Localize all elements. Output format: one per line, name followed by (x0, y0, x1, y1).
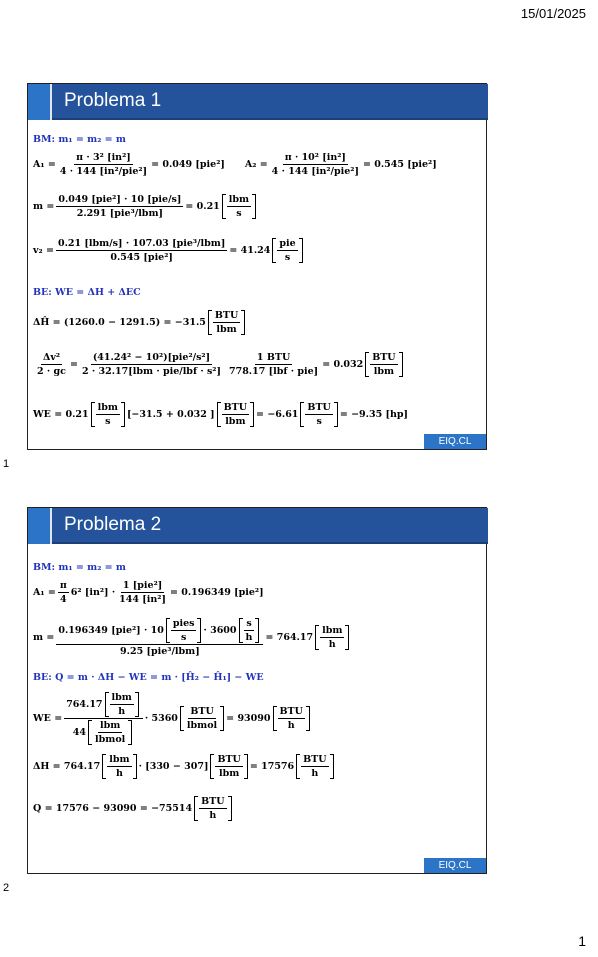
area-equation: A₁ = $\frac{\pi}{4}$ 6² [in²] · 1 [pie²] 144 [in²] = 0.196349 [pie²] (33, 580, 264, 605)
enthalpy-equation: ΔH = 764.17 lbm h · [330 − 307] BTU lbm = 17576 BTU h (33, 754, 336, 779)
work-equation: WE = 764.17 lbm h 44 lbm lbmol · 5360 BTU lbmol = 93090 BTU h (33, 692, 312, 745)
slide-title-bar (28, 508, 488, 544)
slide-2 (27, 507, 487, 874)
slide-title: Problema 2 (52, 508, 488, 544)
page-number: 1 (578, 933, 586, 949)
mass-flow-equation: m = 0.049 [pie²] · 10 [pie/s] 2.291 [pie³/lbm] = 0.21 lbm s (33, 194, 258, 219)
slide-number: 2 (3, 882, 10, 894)
slide-number: 1 (3, 458, 10, 470)
header-date: 15/01/2025 (520, 6, 586, 21)
work-equation: WE = 0.21 lbm s [−31.5 + 0.032 ] BTU lbm = −6.61 BTU s = −9.35 [hp] (33, 402, 409, 427)
enthalpy-change-equation: ΔĤ = (1260.0 − 1291.5) = −31.5 BTU lbm (33, 310, 247, 335)
energy-balance-line: BE: Q = m · ΔH − WE = m · [Ĥ₂ − Ĥ₁] − WE (33, 672, 264, 683)
slide-footer-badge: EIQ.CL (424, 858, 486, 873)
slide-title: Problema 1 (52, 84, 488, 120)
slide-title-bar (28, 84, 488, 120)
velocity-equation: v₂ = 0.21 [lbm/s] · 107.03 [pie³/lbm] 0.545 [pie²] = 41.24 pie s (33, 238, 305, 263)
heat-equation: Q = 17576 − 93090 = −75514 BTU h (33, 796, 234, 821)
a2-fraction: π · 10² [in²] 4 · 144 [in²/pie²] (271, 152, 359, 177)
mass-flow-equation: m = 0.196349 [pie²] · 10 pies s · 3600 s h 9.25 [pie³/lbm] = 764.17 lbm h (33, 618, 351, 657)
title-accent (28, 508, 50, 544)
title-accent (28, 84, 50, 120)
kinetic-energy-equation: $\frac{\text{Δv²}}{2 \cdot gc}$ = (41.24² − 10²)[pie²/s²] 2 · 32.17[lbm · pie/lbf · s²] 1 BTU 778.17 [lbf · pie] = 0.032 BTU lbm (33, 352, 405, 377)
mass-balance-line: BM: m₁ = m₂ = m (33, 134, 126, 145)
slide-1 (27, 83, 487, 450)
mass-balance-line: BM: m₁ = m₂ = m (33, 562, 126, 573)
slide-footer-badge: EIQ.CL (424, 434, 486, 449)
a1-fraction: π · 3² [in²] 4 · 144 [in²/pie²] (59, 152, 148, 177)
area-equations: A₁ = π · 3² [in²] 4 · 144 [in²/pie²] = 0.049 [pie²] A₂ = π · 10² [in²] 4 · 144 [in²/pie²] = 0.545 [pie²] (33, 152, 437, 177)
energy-balance-line: BE: WE = ΔH + ΔEC (33, 287, 141, 298)
